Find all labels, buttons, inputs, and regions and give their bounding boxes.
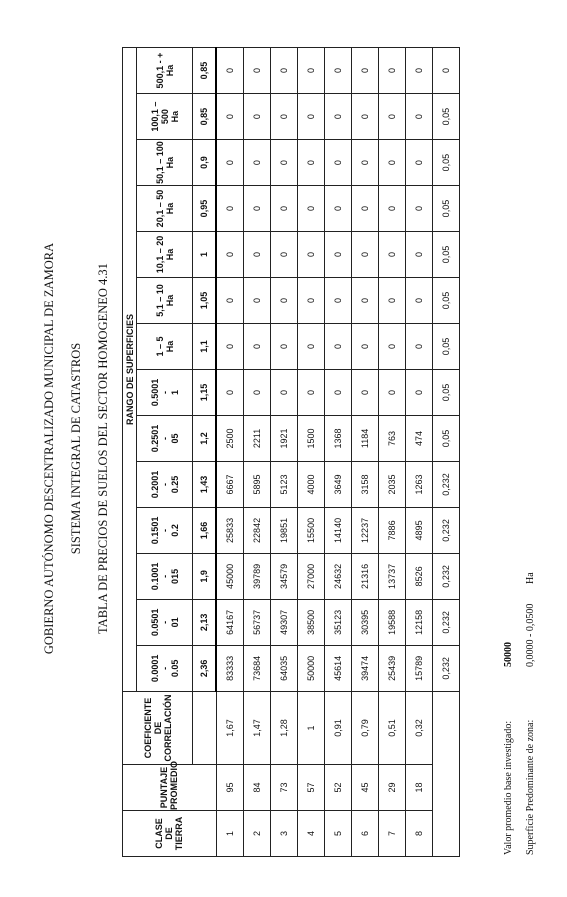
range-header-2	[137, 599, 193, 645]
table-row	[379, 48, 406, 857]
document-title-table: TABLA DE PRECIOS DE SUELOS DEL SECTOR HOMOGENEO 4.31	[96, 263, 110, 634]
cell-price: 1921	[271, 415, 298, 461]
cell-price: 15500	[298, 507, 325, 553]
cell-price: 0	[379, 186, 406, 232]
cell-price: 0	[216, 48, 244, 94]
cell-price: 0	[216, 232, 244, 278]
header-text-line: 0.0001	[149, 654, 160, 683]
table-row	[352, 48, 379, 857]
cell-clase: 4	[298, 811, 325, 857]
cell-price: 0	[352, 140, 379, 186]
cell-puntaje: 57	[298, 765, 325, 811]
header-text-line: 0.0501	[149, 608, 160, 637]
cell-price: 0	[216, 369, 244, 415]
cell-price: 83333	[216, 645, 244, 691]
cell-price: 0	[244, 140, 271, 186]
header-text-line: PROMEDIO	[169, 761, 180, 811]
cell-factor: 0,232	[433, 645, 460, 691]
cell-price: 0	[352, 278, 379, 324]
cell-price: 763	[379, 415, 406, 461]
cell-price: 4895	[406, 507, 433, 553]
header-text-line: TIERRA	[174, 816, 185, 851]
header-text-line: Ha	[164, 340, 175, 353]
cell-price: 0	[325, 324, 352, 370]
cell-price: 2500	[216, 415, 244, 461]
cell-price: 0	[298, 324, 325, 370]
document-title-system: SISTEMA INTEGRAL DE CATASTROS	[69, 342, 83, 555]
cell-price: 6667	[216, 461, 244, 507]
cell-clase: 6	[352, 811, 379, 857]
cell-price: 0	[406, 232, 433, 278]
range-header-3	[137, 553, 193, 599]
header-text-line: 0.1001	[149, 562, 160, 591]
header-text-line: Ha	[169, 110, 180, 123]
cell-price: 0	[379, 369, 406, 415]
cell-clase: 8	[406, 811, 433, 857]
cell-price: 2211	[244, 415, 271, 461]
cell-clase: 1	[216, 811, 244, 857]
cell-price: 3649	[325, 461, 352, 507]
coefficient-row	[193, 48, 217, 857]
cell-price: 50000	[298, 645, 325, 691]
cell-factor: 0,232	[433, 507, 460, 553]
cell-price: 13737	[379, 553, 406, 599]
cell-factor: 0,05	[433, 232, 460, 278]
range-header-14	[137, 48, 193, 94]
cell-price: 22842	[244, 507, 271, 553]
header-text-line: -	[159, 436, 170, 440]
cell-price: 1368	[325, 415, 352, 461]
cell-price: 0	[244, 232, 271, 278]
range-header-10	[137, 232, 193, 278]
cell-price: 35123	[325, 599, 352, 645]
header-text-line: -	[159, 390, 170, 394]
cell-price: 0	[244, 324, 271, 370]
cell-factor: 0,232	[433, 553, 460, 599]
cell-price: 34579	[271, 553, 298, 599]
cell-price: 0	[379, 324, 406, 370]
header-text-line: Ha	[164, 64, 175, 77]
cell-price: 25833	[216, 507, 244, 553]
cell-puntaje: 29	[379, 765, 406, 811]
cell-coeficiente: 0,91	[325, 691, 352, 764]
header-text-line: 500,1 - +	[154, 52, 165, 89]
range-header-9	[137, 278, 193, 324]
cell-factor: 0,232	[433, 461, 460, 507]
cell-price: 0	[406, 369, 433, 415]
header-text-line: -	[159, 666, 170, 670]
cell-price: 49307	[271, 599, 298, 645]
cell-price: 0	[216, 140, 244, 186]
cell-factor: 0,05	[433, 186, 460, 232]
table-row	[406, 48, 433, 857]
cell-price: 8526	[406, 553, 433, 599]
range-coefficient: 0,95	[193, 186, 217, 232]
factor-row-blank	[433, 691, 460, 856]
range-coefficient: 1,15	[193, 369, 217, 415]
cell-price: 0	[298, 232, 325, 278]
cell-price: 0	[244, 94, 271, 140]
predominant-surface-value: 0,0000 - 0,0500	[525, 603, 536, 667]
header-text-line: 1	[169, 389, 180, 395]
cell-puntaje: 95	[216, 765, 244, 811]
header-text-line: Ha	[164, 248, 175, 261]
range-header-5	[137, 461, 193, 507]
cell-price: 5895	[244, 461, 271, 507]
header-text-line: 1 – 5	[154, 336, 165, 357]
range-header-13	[137, 94, 193, 140]
cell-price: 0	[352, 186, 379, 232]
header-puntaje-promedio	[123, 761, 217, 811]
cell-price: 19851	[271, 507, 298, 553]
cell-factor: 0,05	[433, 94, 460, 140]
cell-price: 1184	[352, 415, 379, 461]
cell-price: 0	[244, 186, 271, 232]
cell-puntaje: 52	[325, 765, 352, 811]
header-text-line: 0.2	[169, 524, 180, 537]
cell-price: 0	[325, 232, 352, 278]
cell-price: 15789	[406, 645, 433, 691]
range-coefficient: 1,2	[193, 415, 217, 461]
cell-price: 0	[352, 48, 379, 94]
cell-price: 14140	[325, 507, 352, 553]
header-text-line: 0.5001	[149, 378, 160, 407]
base-value-label: Valor promedio base investigado:	[503, 720, 514, 855]
cell-price: 45000	[216, 553, 244, 599]
cell-clase: 7	[379, 811, 406, 857]
cell-price: 25439	[379, 645, 406, 691]
header-text-line: 0.2501	[149, 424, 160, 453]
cell-puntaje: 18	[406, 765, 433, 811]
header-rango-de-superficies: RANGO DE SUPERFICIES	[123, 48, 137, 692]
cell-price: 0	[406, 140, 433, 186]
cell-clase: 3	[271, 811, 298, 857]
header-text-line: 0.05	[169, 659, 180, 678]
cell-price: 0	[271, 94, 298, 140]
header-text-line: Ha	[164, 156, 175, 169]
surface-unit: Ha	[525, 572, 536, 584]
header-text-line: DE	[152, 721, 163, 735]
cell-price: 39789	[244, 553, 271, 599]
cell-price: 12237	[352, 507, 379, 553]
cell-price: 0	[271, 369, 298, 415]
header-coeficiente-correlacion	[123, 691, 193, 764]
cell-coeficiente: 0,79	[352, 691, 379, 764]
table-row	[271, 48, 298, 857]
cell-coeficiente: 1,47	[244, 691, 271, 764]
cell-price: 0	[406, 48, 433, 94]
cell-price: 0	[244, 278, 271, 324]
cell-factor: 0	[433, 48, 460, 94]
cell-price: 38500	[298, 599, 325, 645]
document-title-municipality: GOBIERNO AUTÓNOMO DESCENTRALIZADO MUNICIPAL DE ZAMORA	[42, 242, 56, 655]
header-text-line: Ha	[164, 202, 175, 215]
header-text-line: 5,1 – 10	[154, 284, 165, 317]
cell-factor: 0,05	[433, 324, 460, 370]
cell-price: 0	[271, 278, 298, 324]
range-header-1	[137, 645, 193, 691]
cell-price: 4000	[298, 461, 325, 507]
cell-price: 0	[325, 48, 352, 94]
cell-price: 0	[298, 278, 325, 324]
coefficient-row-blank	[193, 691, 217, 764]
cell-coeficiente: 1,28	[271, 691, 298, 764]
cell-price: 12158	[406, 599, 433, 645]
header-text-line: CORRELACIÓN	[162, 694, 173, 762]
cell-price: 0	[379, 232, 406, 278]
cell-price: 0	[325, 140, 352, 186]
range-coefficient: 2,36	[193, 645, 217, 691]
range-coefficient: 2,13	[193, 599, 217, 645]
cell-price: 0	[379, 48, 406, 94]
cell-coeficiente: 0,32	[406, 691, 433, 764]
range-coefficient: 1,43	[193, 461, 217, 507]
header-text-line: 01	[169, 617, 180, 628]
cell-price: 0	[271, 48, 298, 94]
range-coefficient: 0,85	[193, 48, 217, 94]
cell-price: 0	[216, 186, 244, 232]
cell-puntaje: 45	[352, 765, 379, 811]
header-row-top	[123, 48, 137, 857]
cell-price: 0	[325, 278, 352, 324]
cell-price: 1500	[298, 415, 325, 461]
header-text-line: PUNTAJE	[159, 766, 170, 809]
cell-price: 1263	[406, 461, 433, 507]
cell-price: 0	[325, 94, 352, 140]
cell-price: 21316	[352, 553, 379, 599]
cell-factor: 0,05	[433, 278, 460, 324]
header-text-line: DE	[164, 827, 175, 840]
cell-price: 0	[406, 94, 433, 140]
cell-price: 3158	[352, 461, 379, 507]
header-text-line: 0.1501	[149, 516, 160, 545]
cell-price: 0	[406, 324, 433, 370]
cell-price: 0	[216, 324, 244, 370]
table-row	[216, 48, 244, 857]
header-text-line: -	[159, 482, 170, 486]
cell-price: 0	[379, 140, 406, 186]
cell-price: 0	[244, 369, 271, 415]
range-header-6	[137, 415, 193, 461]
header-text-line: 0.2001	[149, 470, 160, 499]
range-header-11	[137, 186, 193, 232]
range-coefficient: 1,1	[193, 324, 217, 370]
cell-price: 0	[352, 232, 379, 278]
range-header-12	[137, 140, 193, 186]
header-text-line: 20,1 – 50	[154, 189, 165, 228]
range-coefficient: 1,05	[193, 278, 217, 324]
header-text-line: 0.25	[169, 475, 180, 494]
table-row	[244, 48, 271, 857]
header-text-line: -	[159, 574, 170, 578]
header-text-line: -	[159, 620, 170, 624]
range-coefficient: 0,9	[193, 140, 217, 186]
cell-price: 64035	[271, 645, 298, 691]
header-text-line: COEFICIENTE	[142, 697, 153, 759]
table-row	[298, 48, 325, 857]
cell-price: 0	[352, 324, 379, 370]
cell-price: 64167	[216, 599, 244, 645]
cell-price: 27000	[298, 553, 325, 599]
header-text-line: 100,1 – 500	[149, 101, 170, 132]
cell-price: 7886	[379, 507, 406, 553]
header-text-line: CLASE	[154, 818, 165, 849]
table-row	[325, 48, 352, 857]
cell-price: 2035	[379, 461, 406, 507]
factor-row	[433, 48, 460, 857]
cell-price: 0	[298, 186, 325, 232]
cell-coeficiente: 0,51	[379, 691, 406, 764]
header-text-line: -	[159, 528, 170, 532]
cell-price: 0	[406, 278, 433, 324]
cell-price: 73684	[244, 645, 271, 691]
cell-price: 19588	[379, 599, 406, 645]
header-clase-de-tierra	[123, 811, 217, 857]
cell-price: 474	[406, 415, 433, 461]
cell-price: 0	[406, 186, 433, 232]
header-text-line: 015	[169, 568, 180, 584]
range-coefficient: 1,66	[193, 507, 217, 553]
cell-price: 30395	[352, 599, 379, 645]
cell-price: 0	[216, 94, 244, 140]
cell-price: 0	[298, 48, 325, 94]
range-header-7	[137, 369, 193, 415]
cell-price: 0	[352, 369, 379, 415]
cell-puntaje: 84	[244, 765, 271, 811]
cell-factor: 0,05	[433, 415, 460, 461]
base-value: 50000	[503, 642, 514, 667]
cell-puntaje: 73	[271, 765, 298, 811]
cell-clase: 5	[325, 811, 352, 857]
cell-price: 39474	[352, 645, 379, 691]
range-header-8	[137, 324, 193, 370]
cell-clase: 2	[244, 811, 271, 857]
header-text-line: 10,1 – 20	[154, 235, 165, 274]
cell-price: 0	[352, 94, 379, 140]
header-text-line: 05	[169, 433, 180, 444]
header-text-line: 50,1 – 100	[154, 141, 165, 184]
cell-price: 0	[298, 369, 325, 415]
cell-coeficiente: 1	[298, 691, 325, 764]
range-header-4	[137, 507, 193, 553]
cell-factor: 0,05	[433, 369, 460, 415]
predominant-surface-label: Superficie Predominante de zona:	[525, 719, 536, 855]
cell-price: 45614	[325, 645, 352, 691]
cell-factor: 0,232	[433, 599, 460, 645]
range-coefficient: 1,9	[193, 553, 217, 599]
cell-price: 5123	[271, 461, 298, 507]
cell-price: 0	[379, 94, 406, 140]
cell-price: 0	[325, 369, 352, 415]
cell-price: 56737	[244, 599, 271, 645]
cell-price: 0	[271, 324, 298, 370]
cell-coeficiente: 1,67	[216, 691, 244, 764]
cell-price: 0	[271, 140, 298, 186]
cell-factor: 0,05	[433, 140, 460, 186]
cell-price: 0	[298, 140, 325, 186]
cell-price: 0	[325, 186, 352, 232]
land-price-table	[122, 47, 460, 857]
cell-price: 0	[271, 232, 298, 278]
cell-price: 0	[244, 48, 271, 94]
cell-price: 0	[298, 94, 325, 140]
cell-price: 0	[379, 278, 406, 324]
cell-price: 0	[271, 186, 298, 232]
cell-price: 24632	[325, 553, 352, 599]
range-coefficient: 0,85	[193, 94, 217, 140]
range-coefficient: 1	[193, 232, 217, 278]
header-text-line: Ha	[164, 294, 175, 307]
cell-price: 0	[216, 278, 244, 324]
